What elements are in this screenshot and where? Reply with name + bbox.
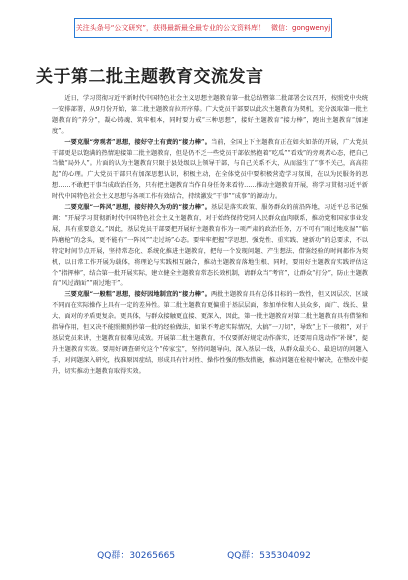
- paragraph-point-2: [52, 203, 368, 290]
- page-title: 关于第二批主题教育交流发言: [36, 67, 264, 87]
- banner-wechat: 微信：gongwenyj: [271, 24, 331, 32]
- paragraph-text: 两批主题教育具有总体目标的一致性，但又因层次、区域不同而在实际操作上具有一定的差异性。第二批主题教育更偏重于基层层面，参加单位和人员众多，面广、线长、量大、面对的矛盾更复杂。更具体，与群众接触更直接、更深入，因此，第一批主题教育对第二批主题教育具有借鉴和指导作用，但又决不能照搬照抄第一批的经验做法，如果不考虑实际情况，大搞“一刀切”，导致“上下一般粗”，对于基层党员来讲，主题教育很难见成效。开展第二批主题教育，不仅要抓好规定动作落实，还要用自选动作“补课”，提升主题教育实效。要用好调查研究这个“传家宝”，坚持问题导向，深入基层一线，从群众最关心、最迫切的问题入手，对问题深入研究，找准原因症结，形成具有针对性、操作性强的整改措施，推动问题在检视中解决，在整改中提升，切实推动主题教育取得实效。: [52, 291, 368, 375]
- paragraph-heading: 三要克服“一般粗”思想，接好因地制宜的“接力棒”。: [64, 291, 211, 299]
- paragraph-text: 近日，学习贯彻习近平新时代中国特色社会主义思想主题教育第一批总结暨第二批部署会议召开，按照党中央统一安排部署，从9月份开始，第二批主题教育拉开序幕。广大党员干部要以此次主题教育为契机，充分汲取第一批主题教育的“养分”，凝心铸魂、筑牢根本，同时要力戒“三种思想”，接好主题教育“接力棒”，跑出主题教育“加速度”。: [52, 95, 368, 135]
- promo-banner: [74, 18, 332, 38]
- footer-contacts: [0, 548, 408, 561]
- paragraph-intro: [52, 94, 368, 138]
- paragraph-point-1: [52, 138, 368, 203]
- paragraph-heading: 一要克服“旁观者”思想，接好守土有责的“接力棒”。: [64, 138, 211, 146]
- document-body: [52, 94, 368, 536]
- paragraph-point-3: [52, 290, 368, 377]
- paragraph-heading: 二要克服“一阵风”思想，接好持久为功的“接力棒”。: [64, 204, 211, 212]
- paragraph-text: 基层是落实政策、服务群众的前沿阵地，习近平总书记强调：“开展学习贯彻新时代中国特色社会主义主题教育，对于始终保持党同人民群众血肉联系，推动党和国家事业发展，具有重要意义。”因此，基层党员干部要把开展好主题教育作为一项严肃的政治任务，万不可有“雨过地皮湿”“临阵磨枪”的念头，更不能有“一阵风”“走过场”心态。要牢牢把握“学思想、强党性、重实践、建新功”的总要求，不以特定时间节点开展，坚持常态化、系统化推进主题教育，把每一个发现问题、产生想法、借鉴经验的时间都作为契机，以日常工作开展为载体，将理论与实践相互融合，推动主题教育落地生根、同时，要用好主题教育实践评估这个“指挥棒”，结合第一批开展实际，建立健全主题教育常态长效机制，请群众当“考官”，让群众“打分”，防止主题教育“风过湖面”“雨过地干”。: [52, 204, 368, 288]
- banner-text: 关注头条号“公文研究”，获得最新最全最专业的公文资料库！: [75, 24, 266, 32]
- paragraph-text: 当前，全国上下主题教育正在如火如荼的开展，广大党员干部更是以饱满的热情迎接第二批主题教育，但是仍不乏一些党员干部依然抱着“吃瓜”“看戏”的旁观者心态，把自己当做“局外人”。片面的认为主题教育只限于县处级以上领导干部，与自己关系不大，从而滋生了“事不关己，高高挂起”的心理。广大党员干部只有加深思想认识，积极主动，在全体党员中要积极营造学习氛围，在以为民服务的思想……不敢把干事当成政治任务，只有把主题教育当作自身任务来看待……推动主题教育开展，将学习贯彻习近平新时代中国特色社会主义思想与各项工作有效结合，持续激发“干事”“成事”的源动力。: [52, 138, 368, 201]
- footer-qq-group-2: QQ群：535304092: [227, 551, 311, 561]
- footer-qq-group-1: QQ群：30265665: [97, 551, 176, 561]
